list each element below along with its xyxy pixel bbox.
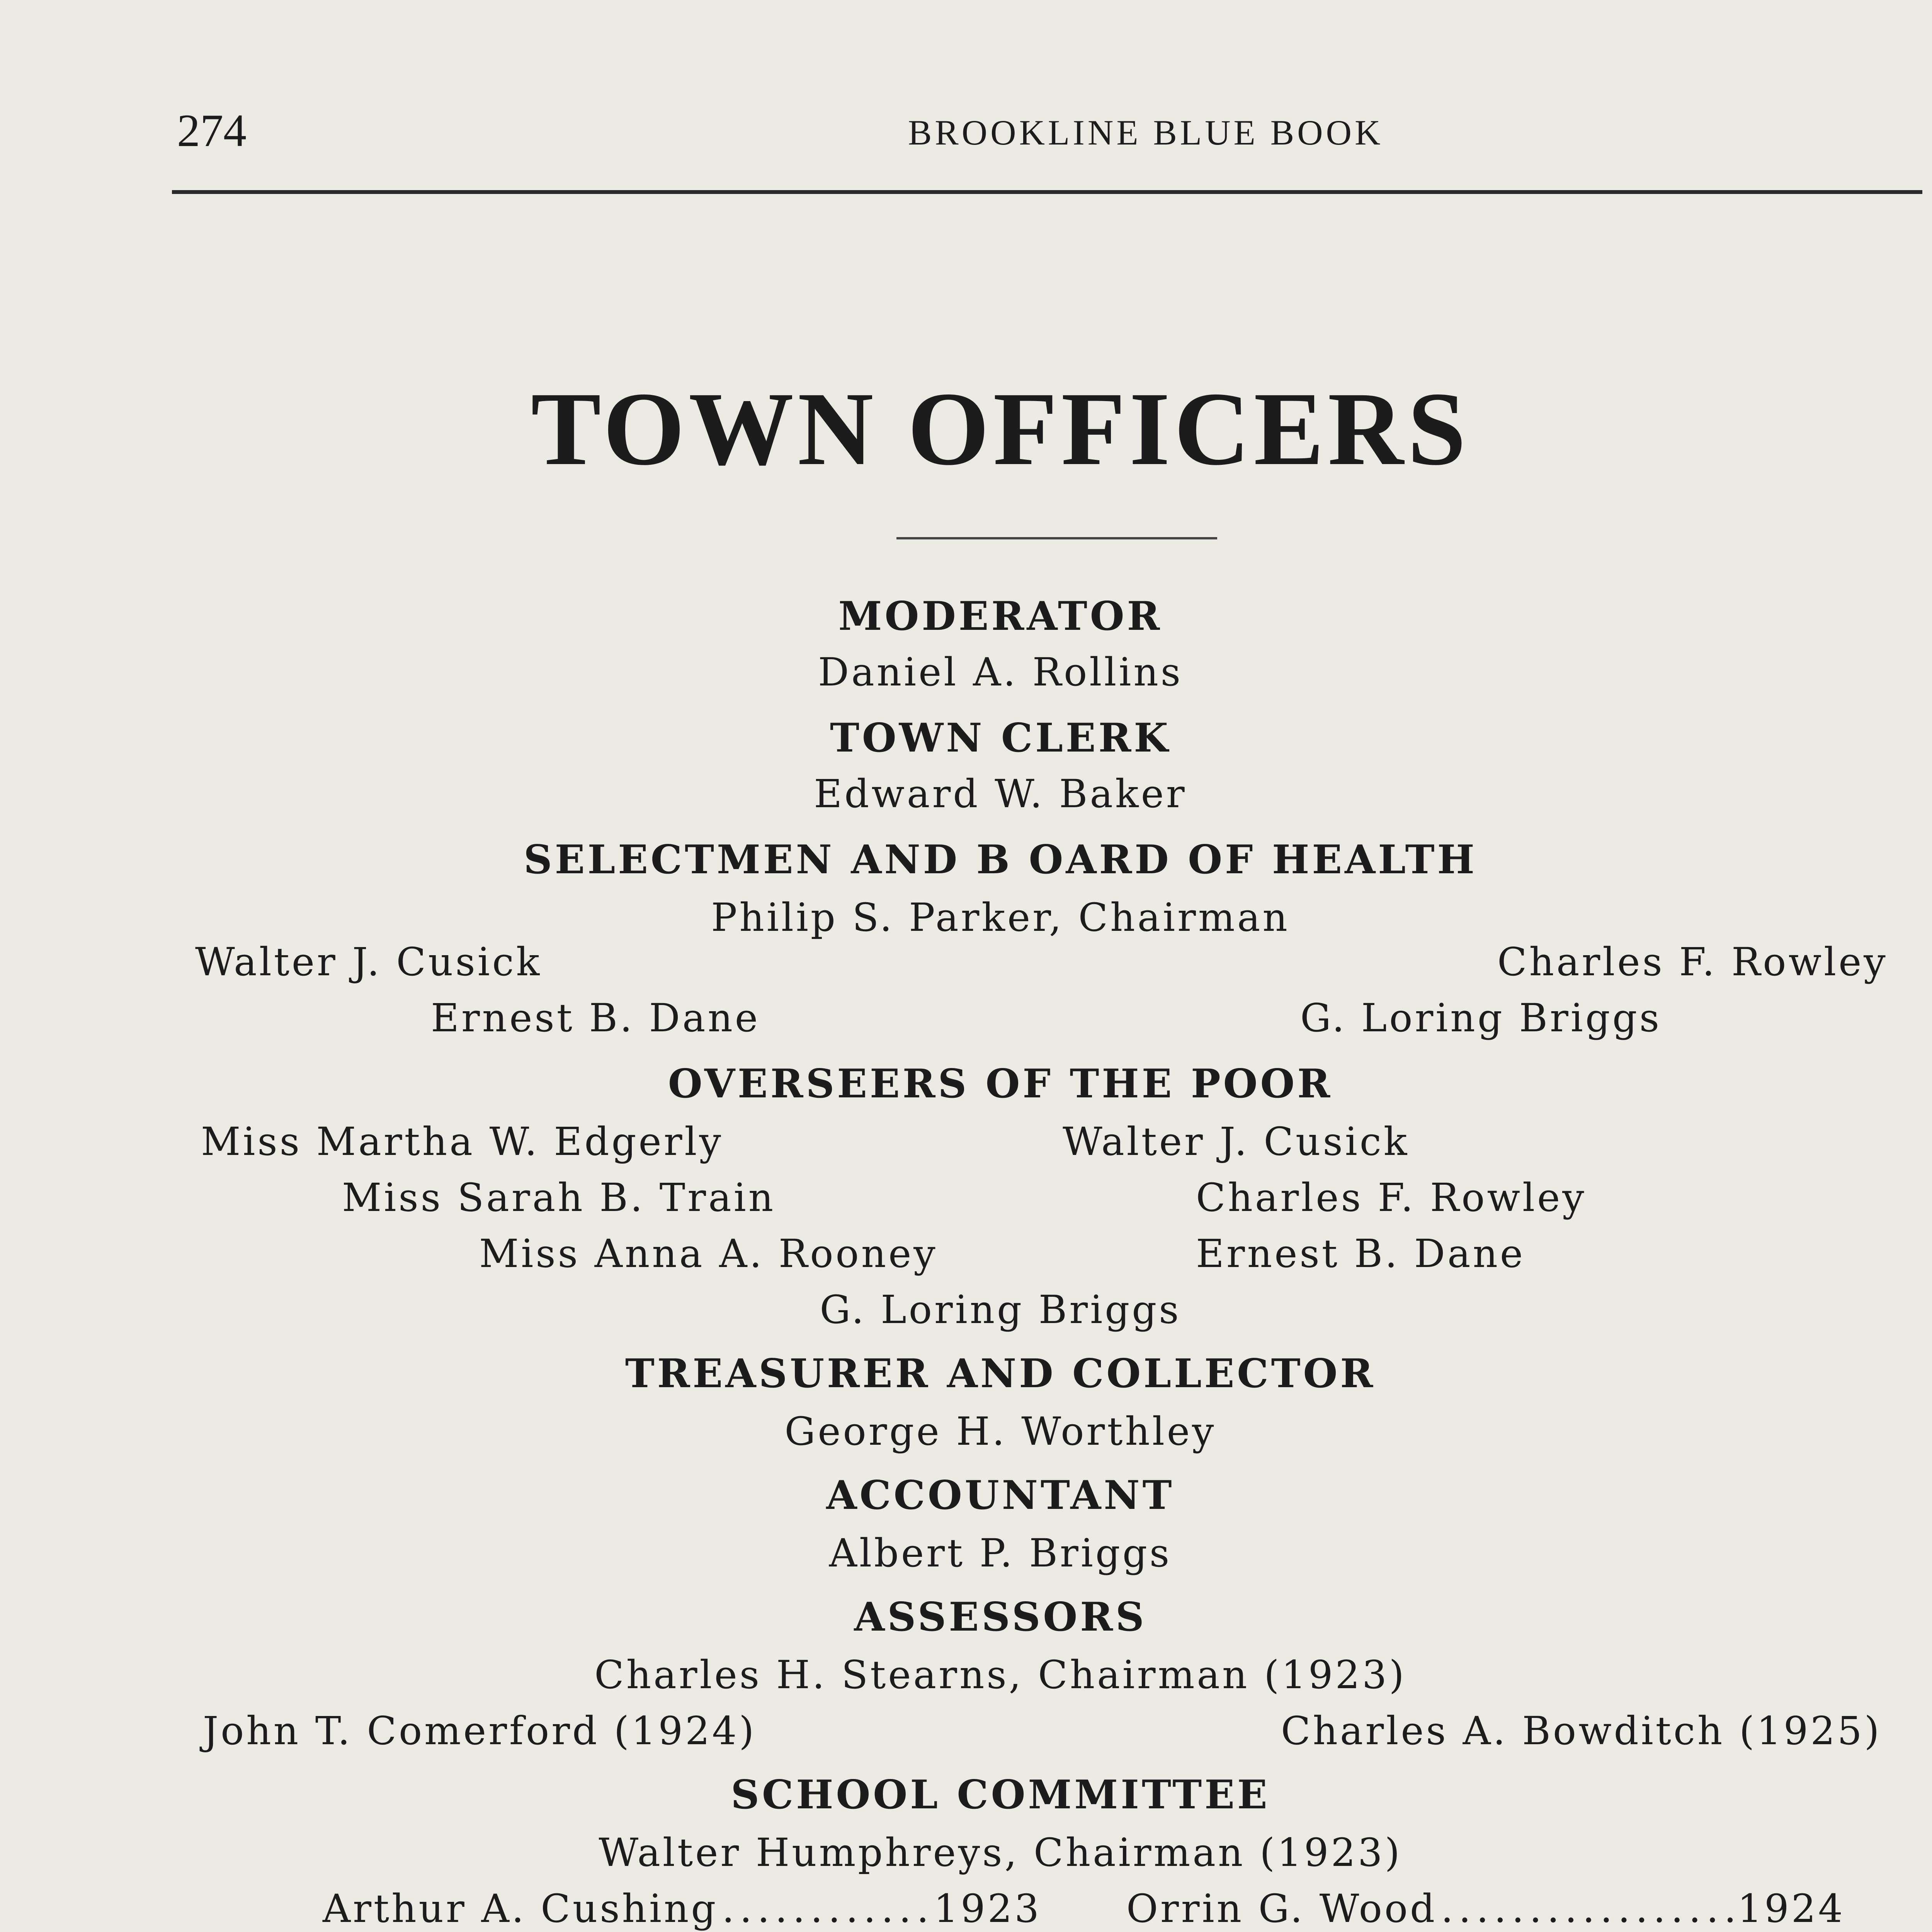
leader-dots: [718, 1886, 934, 1932]
overseer-name: Miss Martha W. Edgerly: [201, 1119, 723, 1164]
moderator-heading: MODERATOR: [838, 593, 1163, 639]
assessors-chairman: Charles H. Stearns, Chairman (1923): [594, 1652, 1406, 1697]
overseers-heading: OVERSEERS OF THE POOR: [668, 1061, 1333, 1107]
school-committee-entry: [323, 1886, 1041, 1932]
page-number: 274: [177, 105, 247, 156]
moderator-name: Daniel A. Rollins: [818, 650, 1183, 695]
member-name: Orrin G. Wood: [1126, 1886, 1437, 1931]
member-name: Arthur A. Cushing: [323, 1886, 718, 1931]
treasurer-name: George H. Worthley: [784, 1409, 1216, 1454]
accountant-heading: ACCOUNTANT: [826, 1472, 1175, 1519]
school-committee-entry: [1126, 1886, 1845, 1932]
overseer-name: Miss Sarah B. Train: [342, 1175, 776, 1220]
overseer-name: Miss Anna A. Rooney: [479, 1231, 938, 1276]
town-clerk-heading: TOWN CLERK: [830, 715, 1171, 761]
selectmen-chairman: Philip S. Parker, Chairman: [711, 895, 1290, 940]
town-clerk-name: Edward W. Baker: [814, 771, 1187, 816]
header-rule: [172, 190, 1922, 194]
assessor-name: John T. Comerford (1924): [203, 1708, 757, 1753]
member-year: 1924: [1737, 1886, 1845, 1931]
selectman-name: Charles F. Rowley: [1497, 939, 1888, 985]
overseer-name: Ernest B. Dane: [1196, 1231, 1526, 1276]
assessor-name: Charles A. Bowditch (1925): [1281, 1708, 1882, 1753]
school-committee-heading: SCHOOL COMMITTEE: [731, 1772, 1270, 1818]
overseer-name: Charles F. Rowley: [1196, 1175, 1587, 1220]
overseer-name: G. Loring Briggs: [820, 1287, 1181, 1332]
running-head: BROOKLINE BLUE BOOK: [908, 113, 1384, 152]
selectmen-heading: SELECTMEN AND B OARD OF HEALTH: [524, 837, 1477, 883]
selectman-name: Ernest B. Dane: [431, 995, 760, 1041]
treasurer-heading: TREASURER AND COLLECTOR: [625, 1350, 1376, 1397]
title-rule: [896, 537, 1217, 539]
leader-dots: [1437, 1886, 1737, 1932]
school-committee-chairman: Walter Humphreys, Chairman (1923): [599, 1830, 1402, 1875]
overseer-name: Walter J. Cusick: [1063, 1119, 1410, 1164]
selectman-name: G. Loring Briggs: [1300, 995, 1662, 1041]
page-title: TOWN OFFICERS: [531, 371, 1470, 487]
selectman-name: Walter J. Cusick: [195, 939, 542, 985]
accountant-name: Albert P. Briggs: [829, 1531, 1172, 1576]
member-year: 1923: [934, 1886, 1041, 1931]
assessors-heading: ASSESSORS: [854, 1594, 1147, 1640]
